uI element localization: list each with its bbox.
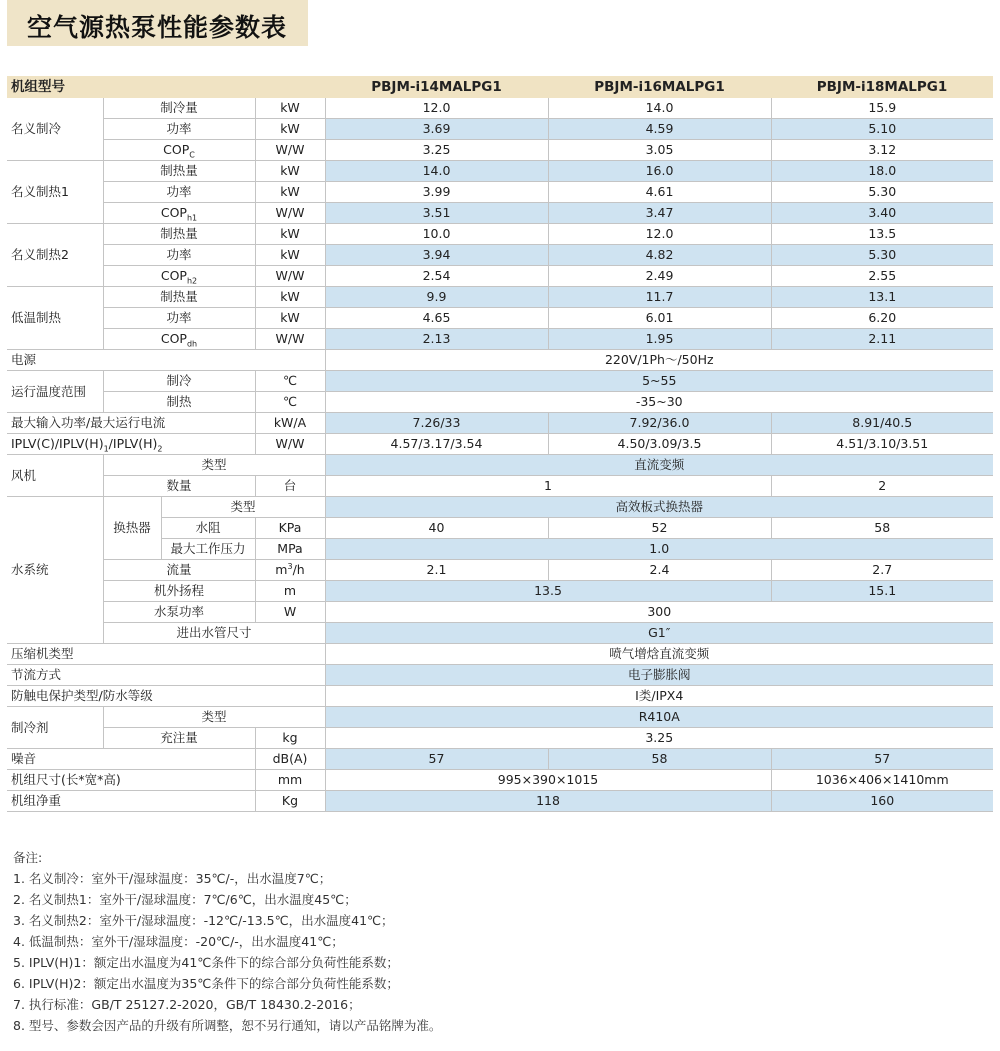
group-label: 水系统 [7,497,103,644]
unit-cell: kW/A [255,413,325,434]
note-item: 4. 低温制热：室外干/湿球温度：-20℃/-，出水温度41℃； [13,934,344,949]
value-cell: 3.94 [325,245,548,266]
table-row [7,602,993,623]
value-cell: 5.30 [771,182,993,203]
param-label [103,329,255,350]
group-label: 制冷剂 [7,707,103,749]
cop-label: COP [160,268,187,283]
param-label: 流量 [103,560,255,581]
param-label: 充注量 [103,728,255,749]
param-label: 制冷量 [103,98,255,119]
unit-cell: kW [255,287,325,308]
param-label: 功率 [103,182,255,203]
unit-cell: Kg [255,791,325,812]
cop-subscript: C [189,150,195,160]
value-cell: G1″ [325,623,993,644]
value-cell: 喷气增焓直流变频 [325,644,993,665]
cop-label: COP [163,142,190,157]
param-label: 机组尺寸(长*宽*高) [7,770,255,791]
spec-table [7,76,993,812]
value-cell: I类/IPX4 [325,686,993,707]
value-cell: 5.30 [771,245,993,266]
param-label [103,140,255,161]
table-row [7,686,993,707]
table-row [7,392,993,413]
model-name: PBJM-i18MALPG1 [771,76,993,98]
value-cell: 3.05 [548,140,771,161]
table-row [7,140,993,161]
unit-cell: 台 [255,476,325,497]
table-row [7,203,993,224]
param-label [103,203,255,224]
note-item: 3. 名义制热2：室外干/湿球温度：-12℃/-13.5℃，出水温度41℃； [13,913,394,928]
note-item: 7. 执行标准：GB/T 25127.2-2020，GB/T 18430.2-2016； [13,997,361,1012]
value-cell: 6.20 [771,308,993,329]
value-cell: 4.51/3.10/3.51 [771,434,993,455]
value-cell: 6.01 [548,308,771,329]
value-cell: 2.54 [325,266,548,287]
param-label: 节流方式 [7,665,325,686]
unit-cell: W/W [255,203,325,224]
table-row [7,497,993,518]
value-cell: 8.91/40.5 [771,413,993,434]
value-cell: 14.0 [548,98,771,119]
param-label: 制热量 [103,161,255,182]
table-row [7,434,993,455]
model-name: PBJM-i16MALPG1 [548,76,771,98]
value-cell: 2.7 [771,560,993,581]
table-row [7,98,993,119]
value-cell: 7.26/33 [325,413,548,434]
table-row [7,770,993,791]
unit-cell: kW [255,308,325,329]
table-row [7,413,993,434]
unit-superscript: 3 [287,561,293,571]
param-label: 制冷 [103,371,255,392]
value-cell: 12.0 [548,224,771,245]
value-cell: 4.61 [548,182,771,203]
value-cell: 4.65 [325,308,548,329]
table-row [7,329,993,350]
param-label: 进出水管尺寸 [103,623,325,644]
param-label: 水阻 [161,518,255,539]
value-cell: R410A [325,707,993,728]
param-label: 最大工作压力 [161,539,255,560]
table-row [7,665,993,686]
param-label: 机外扬程 [103,581,255,602]
table-row [7,476,993,497]
table-row [7,644,993,665]
unit-cell [255,560,325,581]
param-label: 功率 [103,119,255,140]
unit-cell: KPa [255,518,325,539]
value-cell: 3.40 [771,203,993,224]
param-label [103,266,255,287]
value-cell: 2.49 [548,266,771,287]
unit-cell: kW [255,224,325,245]
value-cell: 15.1 [771,581,993,602]
param-label: 机组净重 [7,791,255,812]
header-row [7,76,993,98]
group-label: 低温制热 [7,287,103,350]
table-row [7,749,993,770]
value-cell: 5~55 [325,371,993,392]
value-cell: 1036×406×1410mm [771,770,993,791]
value-cell: 2 [771,476,993,497]
value-cell: 1.0 [325,539,993,560]
value-cell: 2.1 [325,560,548,581]
cop-subscript: h2 [186,276,198,286]
value-cell: 高效板式换热器 [325,497,993,518]
value-cell: 2.55 [771,266,993,287]
unit-cell: kW [255,98,325,119]
table-row [7,581,993,602]
note-item: 2. 名义制热1：室外干/湿球温度：7℃/6℃，出水温度45℃； [13,892,357,907]
unit-cell: W/W [255,140,325,161]
param-label: 类型 [103,455,325,476]
page-title: 空气源热泵性能参数表 [27,13,288,42]
value-cell: 15.9 [771,98,993,119]
notes-section [13,847,441,1036]
table-row [7,707,993,728]
iplv-label: /IPLV(H) [108,436,158,451]
unit-cell: kW [255,161,325,182]
value-cell: 3.12 [771,140,993,161]
param-label: 水泵功率 [103,602,255,623]
table-row [7,560,993,581]
value-cell: 2.11 [771,329,993,350]
iplv-label: IPLV(C)/IPLV(H) [11,436,104,451]
value-cell: 4.59 [548,119,771,140]
unit-cell: m [255,581,325,602]
note-item: 6. IPLV(H)2：额定出水温度为35℃条件下的综合部分负荷性能系数； [13,976,399,991]
value-cell: 118 [325,791,771,812]
table-row [7,350,993,371]
unit-cell: ℃ [255,392,325,413]
value-cell: 10.0 [325,224,548,245]
value-cell: 3.25 [325,140,548,161]
value-cell: 9.9 [325,287,548,308]
value-cell: 2.4 [548,560,771,581]
table-row [7,224,993,245]
unit-cell: MPa [255,539,325,560]
param-label: 压缩机类型 [7,644,325,665]
unit-cell: W/W [255,434,325,455]
value-cell: 57 [771,749,993,770]
param-label: 功率 [103,308,255,329]
unit-cell: dB(A) [255,749,325,770]
value-cell: 300 [325,602,993,623]
value-cell: 电子膨胀阀 [325,665,993,686]
table-row [7,266,993,287]
group-label: 名义制热1 [7,161,103,224]
unit-cell: ℃ [255,371,325,392]
table-row [7,161,993,182]
param-label: 最大输入功率/最大运行电流 [7,413,255,434]
value-cell: 40 [325,518,548,539]
param-label: 制热量 [103,224,255,245]
param-label: 类型 [103,707,325,728]
value-cell: 4.57/3.17/3.54 [325,434,548,455]
value-cell: 52 [548,518,771,539]
value-cell: 14.0 [325,161,548,182]
value-cell: 2.13 [325,329,548,350]
title-banner [7,0,308,46]
value-cell: 直流变频 [325,455,993,476]
param-label: 制热 [103,392,255,413]
table-row [7,119,993,140]
value-cell: 1 [325,476,771,497]
table-row [7,308,993,329]
param-label: 功率 [103,245,255,266]
value-cell: 3.47 [548,203,771,224]
param-label: 电源 [7,350,325,371]
iplv-subscript: 2 [157,444,163,454]
param-label: 噪音 [7,749,255,770]
value-cell: 13.5 [771,224,993,245]
value-cell: 1.95 [548,329,771,350]
value-cell: 220V/1Ph～/50Hz [325,350,993,371]
table-row [7,455,993,476]
table-row [7,623,993,644]
group-label: 运行温度范围 [7,371,103,413]
unit-cell: kW [255,245,325,266]
cop-subscript: h1 [186,213,198,223]
model-label: 机组型号 [7,76,325,98]
group-label: 名义制冷 [7,98,103,161]
unit-cell: W [255,602,325,623]
value-cell: 13.5 [325,581,771,602]
group-label: 名义制热2 [7,224,103,287]
table-row [7,791,993,812]
value-cell: 3.25 [325,728,993,749]
notes-heading: 备注: [13,850,43,865]
param-label: 数量 [103,476,255,497]
table-row [7,287,993,308]
value-cell: 18.0 [771,161,993,182]
value-cell: 4.82 [548,245,771,266]
value-cell: -35~30 [325,392,993,413]
subgroup-label: 换热器 [103,497,161,560]
param-label [7,434,255,455]
table-row [7,728,993,749]
unit-cell: kg [255,728,325,749]
value-cell: 995×390×1015 [325,770,771,791]
table-row [7,182,993,203]
unit-cell: W/W [255,266,325,287]
value-cell: 3.51 [325,203,548,224]
value-cell: 160 [771,791,993,812]
value-cell: 13.1 [771,287,993,308]
table-row [7,245,993,266]
unit-text: m [275,562,288,577]
cop-subscript: dh [186,339,198,349]
value-cell: 4.50/3.09/3.5 [548,434,771,455]
value-cell: 11.7 [548,287,771,308]
value-cell: 5.10 [771,119,993,140]
param-label: 类型 [161,497,325,518]
value-cell: 12.0 [325,98,548,119]
cop-label: COP [160,331,187,346]
value-cell: 58 [548,749,771,770]
unit-cell: mm [255,770,325,791]
param-label: 防触电保护类型/防水等级 [7,686,325,707]
unit-cell: kW [255,182,325,203]
iplv-subscript: 1 [103,444,109,454]
unit-cell: kW [255,119,325,140]
value-cell: 7.92/36.0 [548,413,771,434]
cop-label: COP [160,205,187,220]
value-cell: 58 [771,518,993,539]
unit-text: /h [292,562,305,577]
note-item: 5. IPLV(H)1：额定出水温度为41℃条件下的综合部分负荷性能系数； [13,955,399,970]
value-cell: 16.0 [548,161,771,182]
value-cell: 3.69 [325,119,548,140]
value-cell: 3.99 [325,182,548,203]
unit-cell: W/W [255,329,325,350]
model-name: PBJM-i14MALPG1 [325,76,548,98]
note-item: 8. 型号、参数会因产品的升级有所调整，恕不另行通知，请以产品铭牌为准。 [13,1018,442,1033]
note-item: 1. 名义制冷：室外干/湿球温度：35℃/-，出水温度7℃； [13,871,332,886]
group-label: 风机 [7,455,103,497]
table-row [7,371,993,392]
param-label: 制热量 [103,287,255,308]
value-cell: 57 [325,749,548,770]
